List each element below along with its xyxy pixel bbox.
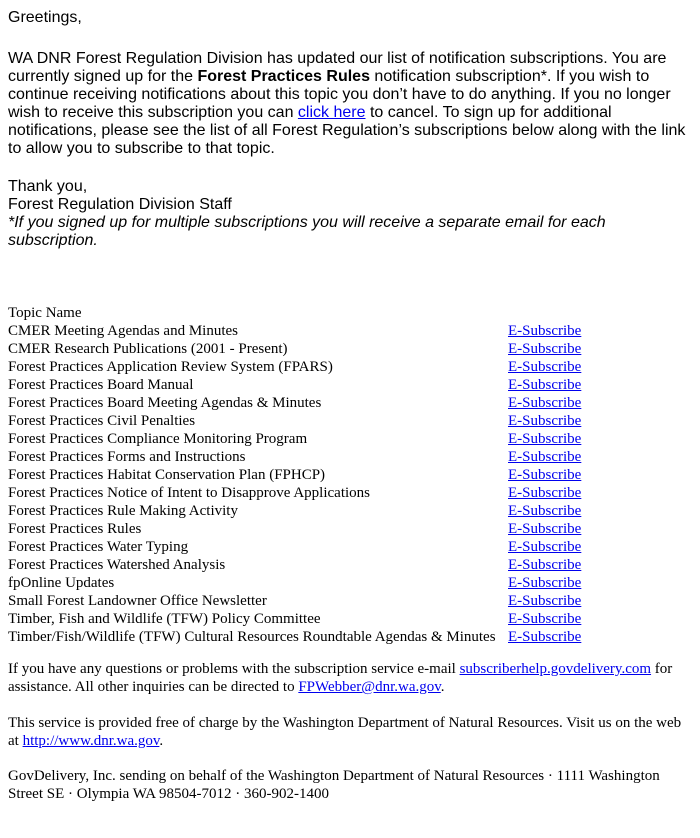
e-subscribe-link[interactable]: E-Subscribe (508, 449, 582, 465)
topic-name: Timber/Fish/Wildlife (TFW) Cultural Resources Roundtable Agendas & Minutes (8, 629, 496, 645)
subscribe-cell (508, 466, 608, 484)
cancel-link[interactable]: click here (297, 104, 366, 121)
table-row (8, 574, 608, 592)
subscription-name: Forest Practices Rules (197, 68, 370, 85)
e-subscribe-link[interactable]: E-Subscribe (508, 467, 582, 483)
closing (8, 178, 692, 214)
topic-name: Forest Practices Rule Making Activity (8, 503, 238, 519)
signature: Forest Regulation Division Staff (8, 196, 232, 213)
e-subscribe-link[interactable]: E-Subscribe (508, 431, 582, 447)
e-subscribe-link[interactable]: E-Subscribe (508, 395, 582, 411)
e-subscribe-link[interactable]: E-Subscribe (508, 413, 582, 429)
website-link[interactable]: http://www.dnr.wa.gov (22, 733, 160, 749)
greeting: Greetings, (8, 9, 82, 26)
help-text-2: for assistance. All other inquiries can be directed to (8, 661, 673, 695)
subscribe-cell (508, 430, 608, 448)
intro-text-2: notification subscription*. If you wish to continue receiving notifications about this topic you don’t have to do anything. If you no longer wish to receive this subscription you can (8, 68, 671, 121)
e-subscribe-link[interactable]: E-Subscribe (508, 611, 582, 627)
table-row (8, 358, 608, 376)
subscribe-cell (508, 412, 608, 430)
table-row (8, 538, 608, 556)
topic-name: Forest Practices Habitat Conservation Plan (FPHCP) (8, 467, 326, 483)
service-text: This service is provided free of charge by the Washington Department of Natural Resources. Visit us on the web at (8, 715, 682, 749)
topic-name: Forest Practices Notice of Intent to Disapprove Applications (8, 485, 370, 501)
subscribe-cell (508, 394, 608, 412)
table-row (8, 394, 608, 412)
service-text-end: . (159, 733, 164, 749)
subscribe-cell (508, 592, 608, 610)
table-row (8, 430, 608, 448)
e-subscribe-link[interactable]: E-Subscribe (508, 323, 582, 339)
topic-name: Forest Practices Rules (8, 521, 142, 537)
table-row (8, 340, 608, 358)
e-subscribe-link[interactable]: E-Subscribe (508, 377, 582, 393)
sender-info: GovDelivery, Inc. sending on behalf of the Washington Department of Natural Resources · 1111 Washington Street SE · Olympia WA 98504-7012 · 360-902-1400 (8, 768, 660, 802)
e-subscribe-link[interactable]: E-Subscribe (508, 539, 582, 555)
topic-name: Timber, Fish and Wildlife (TFW) Policy Committee (8, 611, 321, 627)
e-subscribe-link[interactable]: E-Subscribe (508, 359, 582, 375)
topic-name: Forest Practices Civil Penalties (8, 413, 196, 429)
e-subscribe-link[interactable]: E-Subscribe (508, 503, 582, 519)
topic-name: Forest Practices Board Manual (8, 377, 194, 393)
subscribe-cell (508, 520, 608, 538)
subscribe-cell (508, 484, 608, 502)
topic-name: Forest Practices Application Review System (FPARS) (8, 359, 333, 375)
subscribe-cell (508, 358, 608, 376)
topic-name: Forest Practices Water Typing (8, 539, 189, 555)
e-subscribe-link[interactable]: E-Subscribe (508, 629, 582, 645)
help-paragraph (8, 660, 692, 696)
subscribe-cell (508, 376, 608, 394)
subscribe-cell (508, 574, 608, 592)
subscribe-cell (508, 556, 608, 574)
table-row (8, 448, 608, 466)
subscribe-cell (508, 322, 608, 340)
e-subscribe-link[interactable]: E-Subscribe (508, 593, 582, 609)
subscribe-cell (508, 502, 608, 520)
topics-body (8, 322, 608, 646)
subscribe-cell (508, 340, 608, 358)
table-row (8, 484, 608, 502)
e-subscribe-link[interactable]: E-Subscribe (508, 521, 582, 537)
subscriber-help-link[interactable]: subscriberhelp.govdelivery.com (459, 661, 652, 677)
topic-name: Forest Practices Watershed Analysis (8, 557, 226, 573)
topic-name: Forest Practices Forms and Instructions (8, 449, 246, 465)
e-subscribe-link[interactable]: E-Subscribe (508, 485, 582, 501)
contact-email-link[interactable]: FPWebber@dnr.wa.gov (298, 679, 441, 695)
table-row (8, 592, 608, 610)
table-row (8, 556, 608, 574)
link-header (508, 304, 608, 322)
topic-name-header: Topic Name (8, 305, 82, 321)
intro-text-1: WA DNR Forest Regulation Division has updated our list of notification subscriptions. You are currently signed up for the (8, 50, 667, 85)
help-text-1: If you have any questions or problems with the subscription service e-mail (8, 661, 460, 677)
table-row (8, 322, 608, 340)
e-subscribe-link[interactable]: E-Subscribe (508, 575, 582, 591)
topic-name: fpOnline Updates (8, 575, 115, 591)
topic-name: Forest Practices Board Meeting Agendas & Minutes (8, 395, 322, 411)
subscribe-cell (508, 610, 608, 628)
topic-name: Forest Practices Compliance Monitoring Program (8, 431, 308, 447)
multiple-subscription-note: *If you signed up for multiple subscriptions you will receive a separate email for each subscription. (8, 214, 606, 249)
e-subscribe-link[interactable]: E-Subscribe (508, 557, 582, 573)
subscribe-cell (508, 628, 608, 646)
topic-name: CMER Research Publications (2001 - Present) (8, 341, 288, 357)
service-paragraph (8, 714, 692, 750)
table-row (8, 466, 608, 484)
table-row (8, 628, 608, 646)
subscribe-cell (508, 448, 608, 466)
table-row (8, 376, 608, 394)
topic-name: CMER Meeting Agendas and Minutes (8, 323, 238, 339)
e-subscribe-link[interactable]: E-Subscribe (508, 341, 582, 357)
topic-name: Small Forest Landowner Office Newsletter (8, 593, 267, 609)
intro-text-3: to cancel. To sign up for additional notifications, please see the list of all Forest Regulation’s subscriptions below along with the link to allow you to subscribe to that topic. (8, 104, 686, 157)
table-row (8, 520, 608, 538)
table-row (8, 502, 608, 520)
help-text-3: . (440, 679, 445, 695)
intro-paragraph (8, 50, 692, 158)
thanks-text: Thank you, (8, 178, 88, 195)
table-row (8, 412, 608, 430)
topics-table (8, 304, 608, 646)
topics-header-row (8, 304, 608, 322)
table-row (8, 610, 608, 628)
subscribe-cell (508, 538, 608, 556)
